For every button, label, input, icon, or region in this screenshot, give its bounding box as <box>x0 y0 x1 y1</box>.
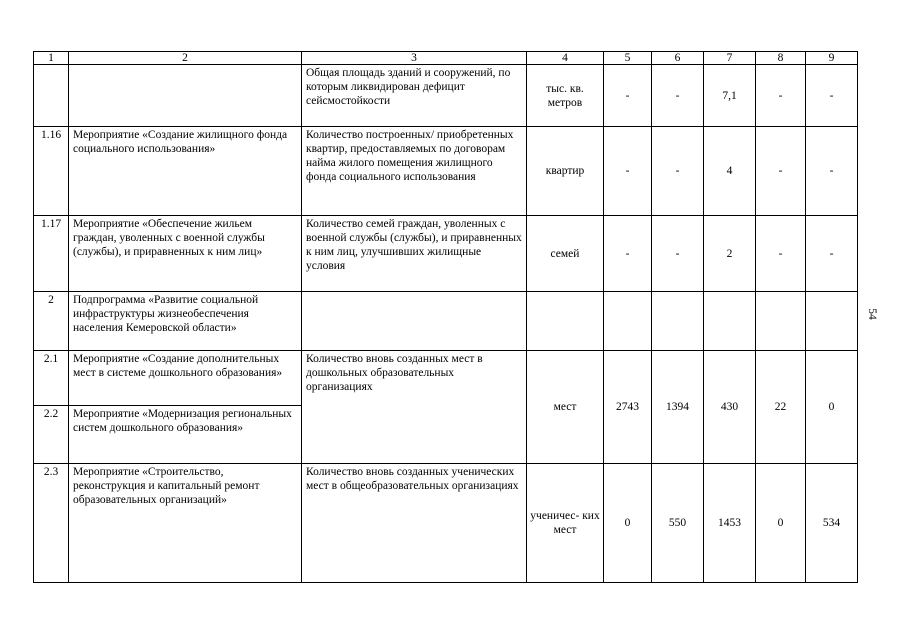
indicator-cell: Количество вновь созданных мест в дошкольных образовательных организациях <box>302 351 527 464</box>
event-cell: Мероприятие «Обеспечение жильем граждан, уволенных с военной службы (службы), и приравненных к ним лиц» <box>69 216 302 292</box>
row-number <box>34 65 69 127</box>
table-row <box>34 127 858 216</box>
value-cell <box>652 292 704 351</box>
value-cell: - <box>756 216 806 292</box>
event-cell: Мероприятие «Создание жилищного фонда социального использования» <box>69 127 302 216</box>
header-cell: 8 <box>756 52 806 65</box>
event-cell: Подпрограмма «Развитие социальной инфраструктуры жизнеобеспечения населения Кемеровской области» <box>69 292 302 351</box>
value-cell: - <box>604 65 652 127</box>
indicator-cell: Общая площадь зданий и сооружений, по которым ликвидирован дефицит сейсмостойкости <box>302 65 527 127</box>
value-cell <box>604 292 652 351</box>
value-cell <box>756 292 806 351</box>
header-cell: 1 <box>34 52 69 65</box>
table-row <box>34 351 858 406</box>
unit-cell: тыс. кв. метров <box>527 65 604 127</box>
event-cell: Мероприятие «Строительство, реконструкция и капитальный ремонт образовательных организаций» <box>69 464 302 583</box>
indicator-cell: Количество вновь созданных ученических мест в общеобразовательных организациях <box>302 464 527 583</box>
value-cell: 1453 <box>704 464 756 583</box>
header-cell: 5 <box>604 52 652 65</box>
value-cell: 2 <box>704 216 756 292</box>
row-number: 2.3 <box>34 464 69 583</box>
table-row <box>34 216 858 292</box>
header-cell: 9 <box>806 52 858 65</box>
row-number: 1.16 <box>34 127 69 216</box>
value-cell: - <box>806 216 858 292</box>
value-cell <box>806 292 858 351</box>
value-cell: - <box>756 65 806 127</box>
value-cell: 0 <box>604 464 652 583</box>
row-number: 2.2 <box>34 406 69 464</box>
value-cell: - <box>806 127 858 216</box>
value-cell: - <box>652 216 704 292</box>
event-cell <box>69 65 302 127</box>
header-cell: 6 <box>652 52 704 65</box>
value-cell: 0 <box>756 464 806 583</box>
header-cell: 2 <box>69 52 302 65</box>
value-cell: - <box>652 127 704 216</box>
row-number: 2.1 <box>34 351 69 406</box>
row-number: 2 <box>34 292 69 351</box>
row-number: 1.17 <box>34 216 69 292</box>
value-cell: 430 <box>704 351 756 464</box>
value-cell: - <box>604 127 652 216</box>
header-cell: 3 <box>302 52 527 65</box>
unit-cell: квартир <box>527 127 604 216</box>
value-cell: - <box>756 127 806 216</box>
event-cell: Мероприятие «Модернизация региональных систем дошкольного образования» <box>69 406 302 464</box>
table-header-row <box>34 52 858 65</box>
unit-cell: мест <box>527 351 604 464</box>
indicator-cell: Количество построенных/ приобретенных квартир, предоставляемых по договорам найма жилого помещения жилищного фонда социального использования <box>302 127 527 216</box>
indicator-cell <box>302 292 527 351</box>
indicator-cell: Количество семей граждан, уволенных с военной службы (службы), и приравненных к ним лиц, улучшивших жилищные условия <box>302 216 527 292</box>
unit-cell: ученичес- ких мест <box>527 464 604 583</box>
header-cell: 7 <box>704 52 756 65</box>
value-cell: 7,1 <box>704 65 756 127</box>
event-cell: Мероприятие «Создание дополнительных мест в системе дошкольного образования» <box>69 351 302 406</box>
value-cell <box>704 292 756 351</box>
table-row <box>34 65 858 127</box>
value-cell: 0 <box>806 351 858 464</box>
measures-table <box>33 51 858 583</box>
value-cell: 4 <box>704 127 756 216</box>
table-row <box>34 464 858 583</box>
value-cell: 534 <box>806 464 858 583</box>
unit-cell <box>527 292 604 351</box>
header-cell: 4 <box>527 52 604 65</box>
value-cell: - <box>652 65 704 127</box>
value-cell: - <box>604 216 652 292</box>
value-cell: 22 <box>756 351 806 464</box>
unit-cell: семей <box>527 216 604 292</box>
table-row <box>34 292 858 351</box>
value-cell: 1394 <box>652 351 704 464</box>
value-cell: - <box>806 65 858 127</box>
value-cell: 2743 <box>604 351 652 464</box>
value-cell: 550 <box>652 464 704 583</box>
page-number: 54 <box>865 308 878 320</box>
